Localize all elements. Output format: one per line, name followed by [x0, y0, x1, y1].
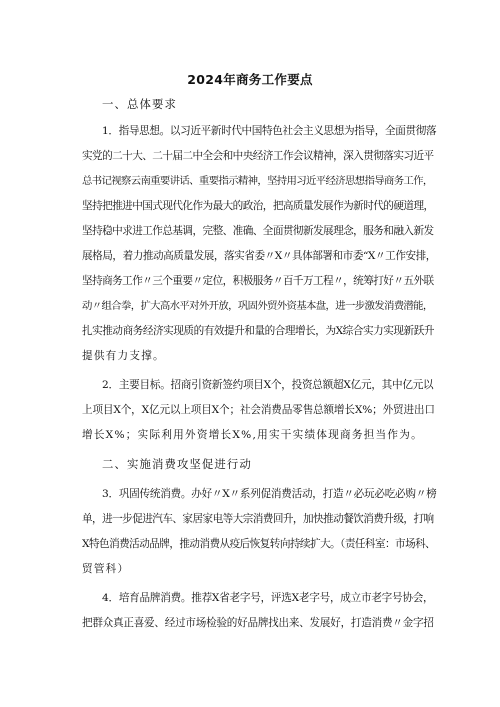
paragraph-line: 总书记视察云南重要讲话、重要指示精神，坚持用习近平经济思想指导商务工作，	[82, 175, 433, 187]
paragraph-line: 坚持商务工作〃三个重要〃定位，积极服务〃百千万工程〃，统筹打好〃五外联	[82, 275, 434, 287]
paragraph-line: 实党的二十大、二十届二中全会和中央经济工作会议精神，深入贯彻落实习近平	[82, 150, 434, 162]
paragraph-line: 扎实推动商务经济实现质的有效提升和量的合理增长，为X综合实力实现新跃升	[82, 325, 434, 337]
document-title: 2024年商务工作要点	[187, 72, 313, 87]
paragraph-line: 展格局，着力推动高质量发展，落实省委〃X〃具体部署和市委“X〃工作安排，	[82, 250, 436, 262]
paragraph-line: 贸管科）	[82, 563, 130, 575]
section-heading: 一、总体要求	[102, 97, 177, 111]
paragraph-line: X特色消费活动品牌，推动消费从疫后恢复转向持续扩大。（责任科室：市场科、	[82, 538, 436, 550]
paragraph-line: 1．指导思想。以习近平新时代中国特色社会主义思想为指导，全面贯彻落	[102, 125, 437, 137]
paragraph-line: 单，进一步促进汽车、家居家电等大宗消费回升，加快推动餐饮消费升级，打响	[82, 513, 434, 525]
paragraph-line: 把群众真正喜爱、经过市场检验的好品牌找出来、发展好，打造消费〃金字招	[82, 617, 434, 629]
paragraph-line: 上项目X个，X亿元以上项目X个；社会消费品零售总额增长X%；外贸进出口	[82, 404, 435, 416]
paragraph-line: 增长X%；实际利用外资增长X%,用实干实绩体现商务担当作为。	[82, 429, 423, 441]
paragraph-line: 坚持稳中求进工作总基调，完整、准确、全面贯彻新发展理念，服务和融入新发	[82, 225, 434, 237]
section-heading: 二、实施消费攻坚促进行动	[102, 457, 252, 471]
paragraph-line: 提供有力支撑。	[82, 350, 165, 362]
paragraph-line: 3．巩固传统消费。办好〃X〃系列促消费活动，打造〃必玩必吃必购〃榜	[102, 488, 437, 500]
paragraph-line: 4．培育品牌消费。推荐X省老字号，评选X老字号，成立市老字号协会，	[102, 592, 434, 604]
paragraph-line: 动〃组合拳，扩大高水平对外开放，巩固外贸外资基本盘，进一步激发消费潜能，	[82, 300, 433, 312]
paragraph-line: 坚持把推进中国式现代化作为最大的政治，把高质量发展作为新时代的硬道理，	[82, 200, 434, 212]
paragraph-line: 2．主要目标。招商引资新签约项目X个，投资总额超X亿元，其中亿元以	[102, 379, 434, 391]
